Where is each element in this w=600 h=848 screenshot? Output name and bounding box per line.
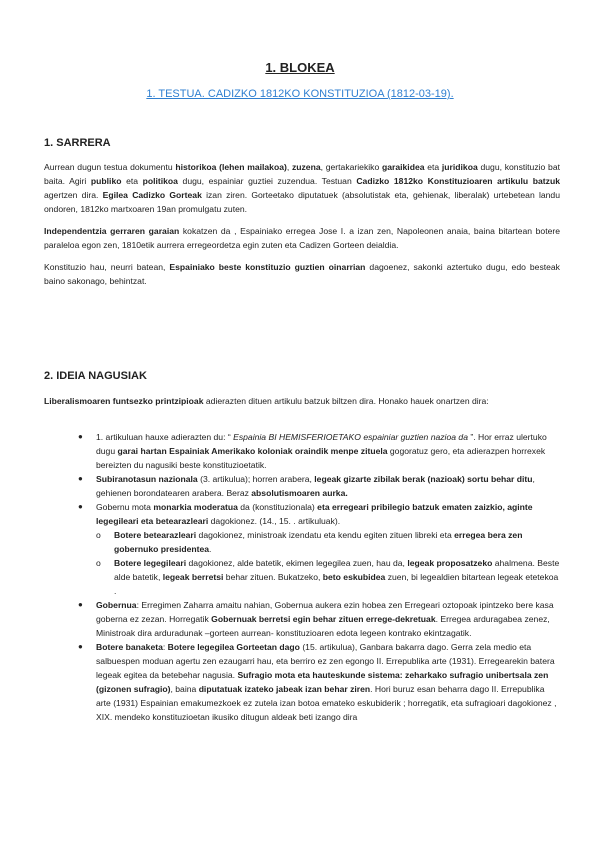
list-item bbox=[44, 472, 560, 500]
text-run: . Erregea arduragabea zenez, Ministroak dira arduradunak –gorteen aurrean- konstituzioaren edota legeen kontrako ekintzagatik. bbox=[96, 614, 550, 638]
bold-text: legeak berretsi bbox=[162, 572, 224, 582]
bold-text: Subiranotasun nazionala bbox=[96, 474, 198, 484]
sub-list bbox=[96, 528, 560, 598]
block-title: 1. BLOKEA bbox=[265, 60, 335, 75]
bold-text: garaikidea bbox=[381, 162, 425, 172]
list-item bbox=[44, 500, 560, 598]
ideia-intro bbox=[44, 394, 560, 416]
text-run: Aurrean dugun testua dokumentu bbox=[44, 162, 176, 172]
italic-text: Espainia BI HEMISFERIOETAKO espainiar guztien nazioa da bbox=[233, 432, 468, 442]
list-item bbox=[44, 598, 560, 640]
text-run: (15. artikulua), Ganbara bakarra dago. Gerra zela medio eta salbuespen moduan agertu zen ezaugarri hau, eta berriro ez zen egongo II. Errepublika arte (1931). Erregearekin batera legeak egitea da betebehar nagusia. bbox=[96, 642, 555, 680]
text-run: ahalmena. Beste alde batetik, bbox=[114, 558, 560, 582]
bold-text: historikoa bbox=[175, 162, 217, 172]
bold-text: juridikoa bbox=[441, 162, 478, 172]
text-run: eta bbox=[121, 176, 143, 186]
sarrera-body bbox=[44, 160, 560, 296]
text-run: . bbox=[209, 544, 212, 554]
bold-text: Botere banaketa bbox=[96, 642, 163, 652]
bold-text: monarkia moderatua bbox=[153, 502, 238, 512]
text-run: dagoenez, sakonki aztertuko dugu, edo besteak baino sakonago, behintzat. bbox=[44, 262, 560, 286]
text-title-link[interactable]: 1. TESTUA. CADIZKO 1812KO KONSTITUZIOA (1812-03-19). bbox=[146, 88, 454, 100]
text-run: (3. artikulua); horren arabera, bbox=[197, 474, 315, 484]
bold-text: (lehen mailakoa) bbox=[219, 162, 287, 172]
text-run: Gobernu mota bbox=[96, 502, 154, 512]
bold-text: Egilea Cadizko Gorteak bbox=[102, 190, 202, 200]
section-heading-sarrera: 1. SARRERA bbox=[44, 137, 111, 149]
section-heading-ideia-nagusiak: 2. IDEIA NAGUSIAK bbox=[44, 370, 147, 382]
bold-text: eta erregeari pribilegio batzuk ematen zaizkio, aginte legegileari eta betearazleari bbox=[96, 502, 533, 526]
text-run: . Hori buruz esan beharra dago II. Errepublika arte (1931) Espainian emakumezkoek ez zutela izan botoa emateko eskubiderik ; horregatik, eta sufragioari dagokionez , XIX. mendeko konstituzioetan ikusiko ditugun aldeak beti izango dira bbox=[96, 684, 557, 722]
paragraph bbox=[44, 394, 560, 408]
bold-text: Sufragio mota eta hauteskunde sistema: zeharkako sufragio unibertsala zen (gizonen sufragio) bbox=[96, 670, 549, 694]
text-run: ”. Hor erraz ulertuko dugu bbox=[96, 432, 547, 456]
text-run: gogoratuz gero, eta adierazpen horrexek bereizten du nagusiki beste konstituzioetatik. bbox=[96, 446, 546, 470]
list-item bbox=[44, 430, 560, 472]
text-run: , baina bbox=[170, 684, 199, 694]
text-run: , bbox=[286, 162, 292, 172]
text-run: izan ziren. Gorteetako diputatuek (absolutistak eta, gehienak, liberalak) urtebetean landu ondoren, 1812ko martxoaren 19an promulgatu zuten. bbox=[44, 190, 560, 214]
text-run: agertzen dira. bbox=[44, 190, 103, 200]
paragraph bbox=[44, 160, 560, 216]
text-run: Konstituzio hau, neurri batean, bbox=[44, 262, 170, 272]
bold-text: Botere legegileari bbox=[114, 558, 187, 568]
text-run: da (konstituzionala) bbox=[237, 502, 318, 512]
bold-text: politikoa bbox=[142, 176, 178, 186]
bold-text: erregea bera zen gobernuko presidentea bbox=[114, 530, 523, 554]
text-run: , gehienen borondatearen arabera. Beraz bbox=[96, 474, 535, 498]
bold-text: Independentzia gerraren garaian bbox=[44, 226, 180, 236]
bold-text: legeak proposatzeko bbox=[407, 558, 493, 568]
bold-text: Botere legegilea Gorteetan dago bbox=[167, 642, 300, 652]
text-run: : bbox=[162, 642, 168, 652]
bold-text: Espainiako beste konstituzio guztien oinarrian bbox=[169, 262, 366, 272]
text-run: dugu, konstituzio bat baita. Agiri bbox=[44, 162, 561, 186]
list-item bbox=[44, 640, 560, 724]
text-run: zuen, bi legealdien bitartean legeak etetekoa . bbox=[114, 572, 559, 596]
bold-text: diputatuak izateko jabeak izan behar ziren bbox=[198, 684, 371, 694]
text-run: : Erregimen Zaharra amaitu nahian, Gobernua aukera ezin hobea zen Erregeari oztopoak ipintzeko bere kasa goberna ez zezan. Horregatik bbox=[96, 600, 554, 624]
bold-text: Gobernua bbox=[96, 600, 137, 610]
text-run: 1. artikuluan hauxe adierazten du: “ bbox=[96, 432, 234, 442]
main-ideas-list bbox=[44, 430, 560, 724]
text-run: behar zituen. Bukatzeko, bbox=[223, 572, 323, 582]
bold-text: legeak gizarte zibilak berak (nazioak) sortu behar ditu bbox=[314, 474, 533, 484]
text-run: dagokionez, ministroak izendatu eta kendu egiten zituen libreki eta bbox=[196, 530, 455, 540]
bold-text: garai hartan Espainiak Amerikako koloniak oraindik menpe zituela bbox=[117, 446, 388, 456]
text-run: dagokionez. (14., 15. . artikuluak). bbox=[208, 516, 341, 526]
sub-list-item bbox=[96, 556, 560, 598]
text-run: , gertakariekiko bbox=[320, 162, 382, 172]
bold-text: publiko bbox=[90, 176, 122, 186]
text-run: eta bbox=[424, 162, 442, 172]
paragraph bbox=[44, 260, 560, 288]
bold-text: Gobernuak berretsi egin behar zituen errege-dekretuak bbox=[211, 614, 436, 624]
sub-list-item bbox=[96, 528, 560, 556]
bold-text: Liberalismoaren funtsezko printzipioak bbox=[44, 396, 204, 406]
text-run: dugu, espainiar guztiei zuzendua. Testuan bbox=[177, 176, 357, 186]
text-run: kokatzen da , Espainiako erregea Jose I. a izan zen, Napoleonen anaia, baina bitartean botere paraleloa egon zen, 1810etik aurrera erregeordetza egin zuten eta Cadizen Gorteen deialdia. bbox=[44, 226, 560, 250]
bold-text: absolutismoaren aurka. bbox=[251, 488, 348, 498]
bold-text: Botere betearazleari bbox=[114, 530, 197, 540]
bold-text: zuzena bbox=[291, 162, 321, 172]
text-run: adierazten dituen artikulu batzuk biltzen dira. Honako hauek onartzen dira: bbox=[203, 396, 489, 406]
bold-text: Cadizko 1812ko Konstituzioaren artikulu batzuk bbox=[356, 176, 560, 186]
text-run: dagokionez, alde batetik, ekimen legegilea zuen, hau da, bbox=[186, 558, 408, 568]
bold-text: beto eskubidea bbox=[322, 572, 386, 582]
paragraph bbox=[44, 224, 560, 252]
